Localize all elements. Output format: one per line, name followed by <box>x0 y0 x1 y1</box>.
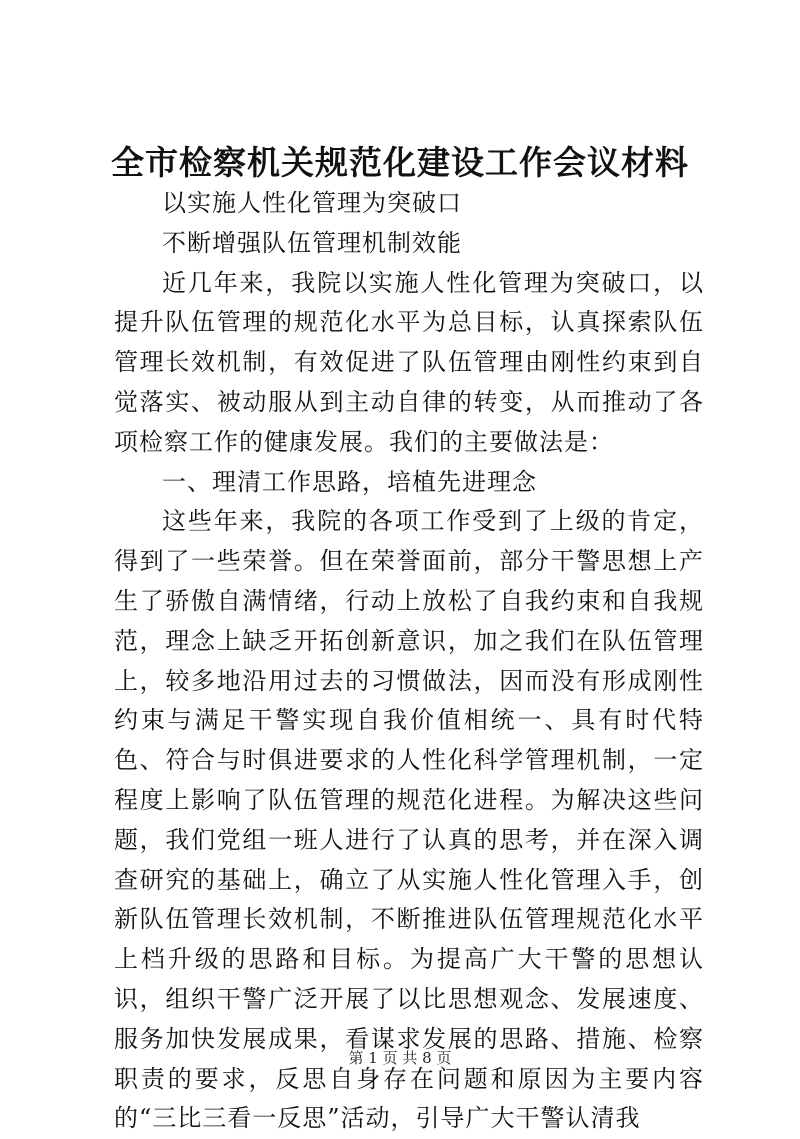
document-body <box>114 184 704 1139</box>
section-heading-1: 一、理清工作思路，培植先进理念 <box>162 467 537 496</box>
subtitle-line-2: 不断增强队伍管理机制效能 <box>162 228 462 257</box>
document-title: 全市检察机关规范化建设工作会议材料 <box>111 143 689 182</box>
subtitle-line-1: 以实施人性化管理为突破口 <box>162 189 462 217</box>
page-number-footer: 第 1 页 共 8 页 <box>348 1049 452 1067</box>
body-paragraph: 这些年来，我院的各项工作受到了上级的肯定，得到了一些荣誉。但在荣誉面前，部分干警思想上产生了骄傲自满情绪，行动上放松了自我约束和自我规范，理念上缺乏开拓创新意识，加之我们在队伍管理上，较多地沿用过去的习惯做法，因而没有形成刚性约束与满足干警实现自我价值相统一、具有时代特色、符合与时俱进要求的人性化科学管理机制，一定程度上影响了队伍管理的规范化进程。为解决这些问题，我们党组一班人进行了认真的思考，并在深入调查研究的基础上，确立了从实施人性化管理入手，创新队伍管理长效机制，不断推进队伍管理规范化水平上档升级的思路和目标。为提高广大干警的思想认识，组织干警广泛开展了以比思想观念、发展速度、服务加快发展成果，看谋求发展的思路、措施、检察职责的要求，反思自身存在问题和原因为主要内容的“三比三看一反思”活动，引导广大干警认清我 <box>114 507 704 1133</box>
intro-paragraph: 近几年来，我院以实施人性化管理为突破口，以提升队伍管理的规范化水平为总目标，认真探索队伍管理长效机制，有效促进了队伍管理由刚性约束到自觉落实、被动服从到主动自律的转变，从而推动了各项检察工作的健康发展。我们的主要做法是： <box>114 268 704 456</box>
